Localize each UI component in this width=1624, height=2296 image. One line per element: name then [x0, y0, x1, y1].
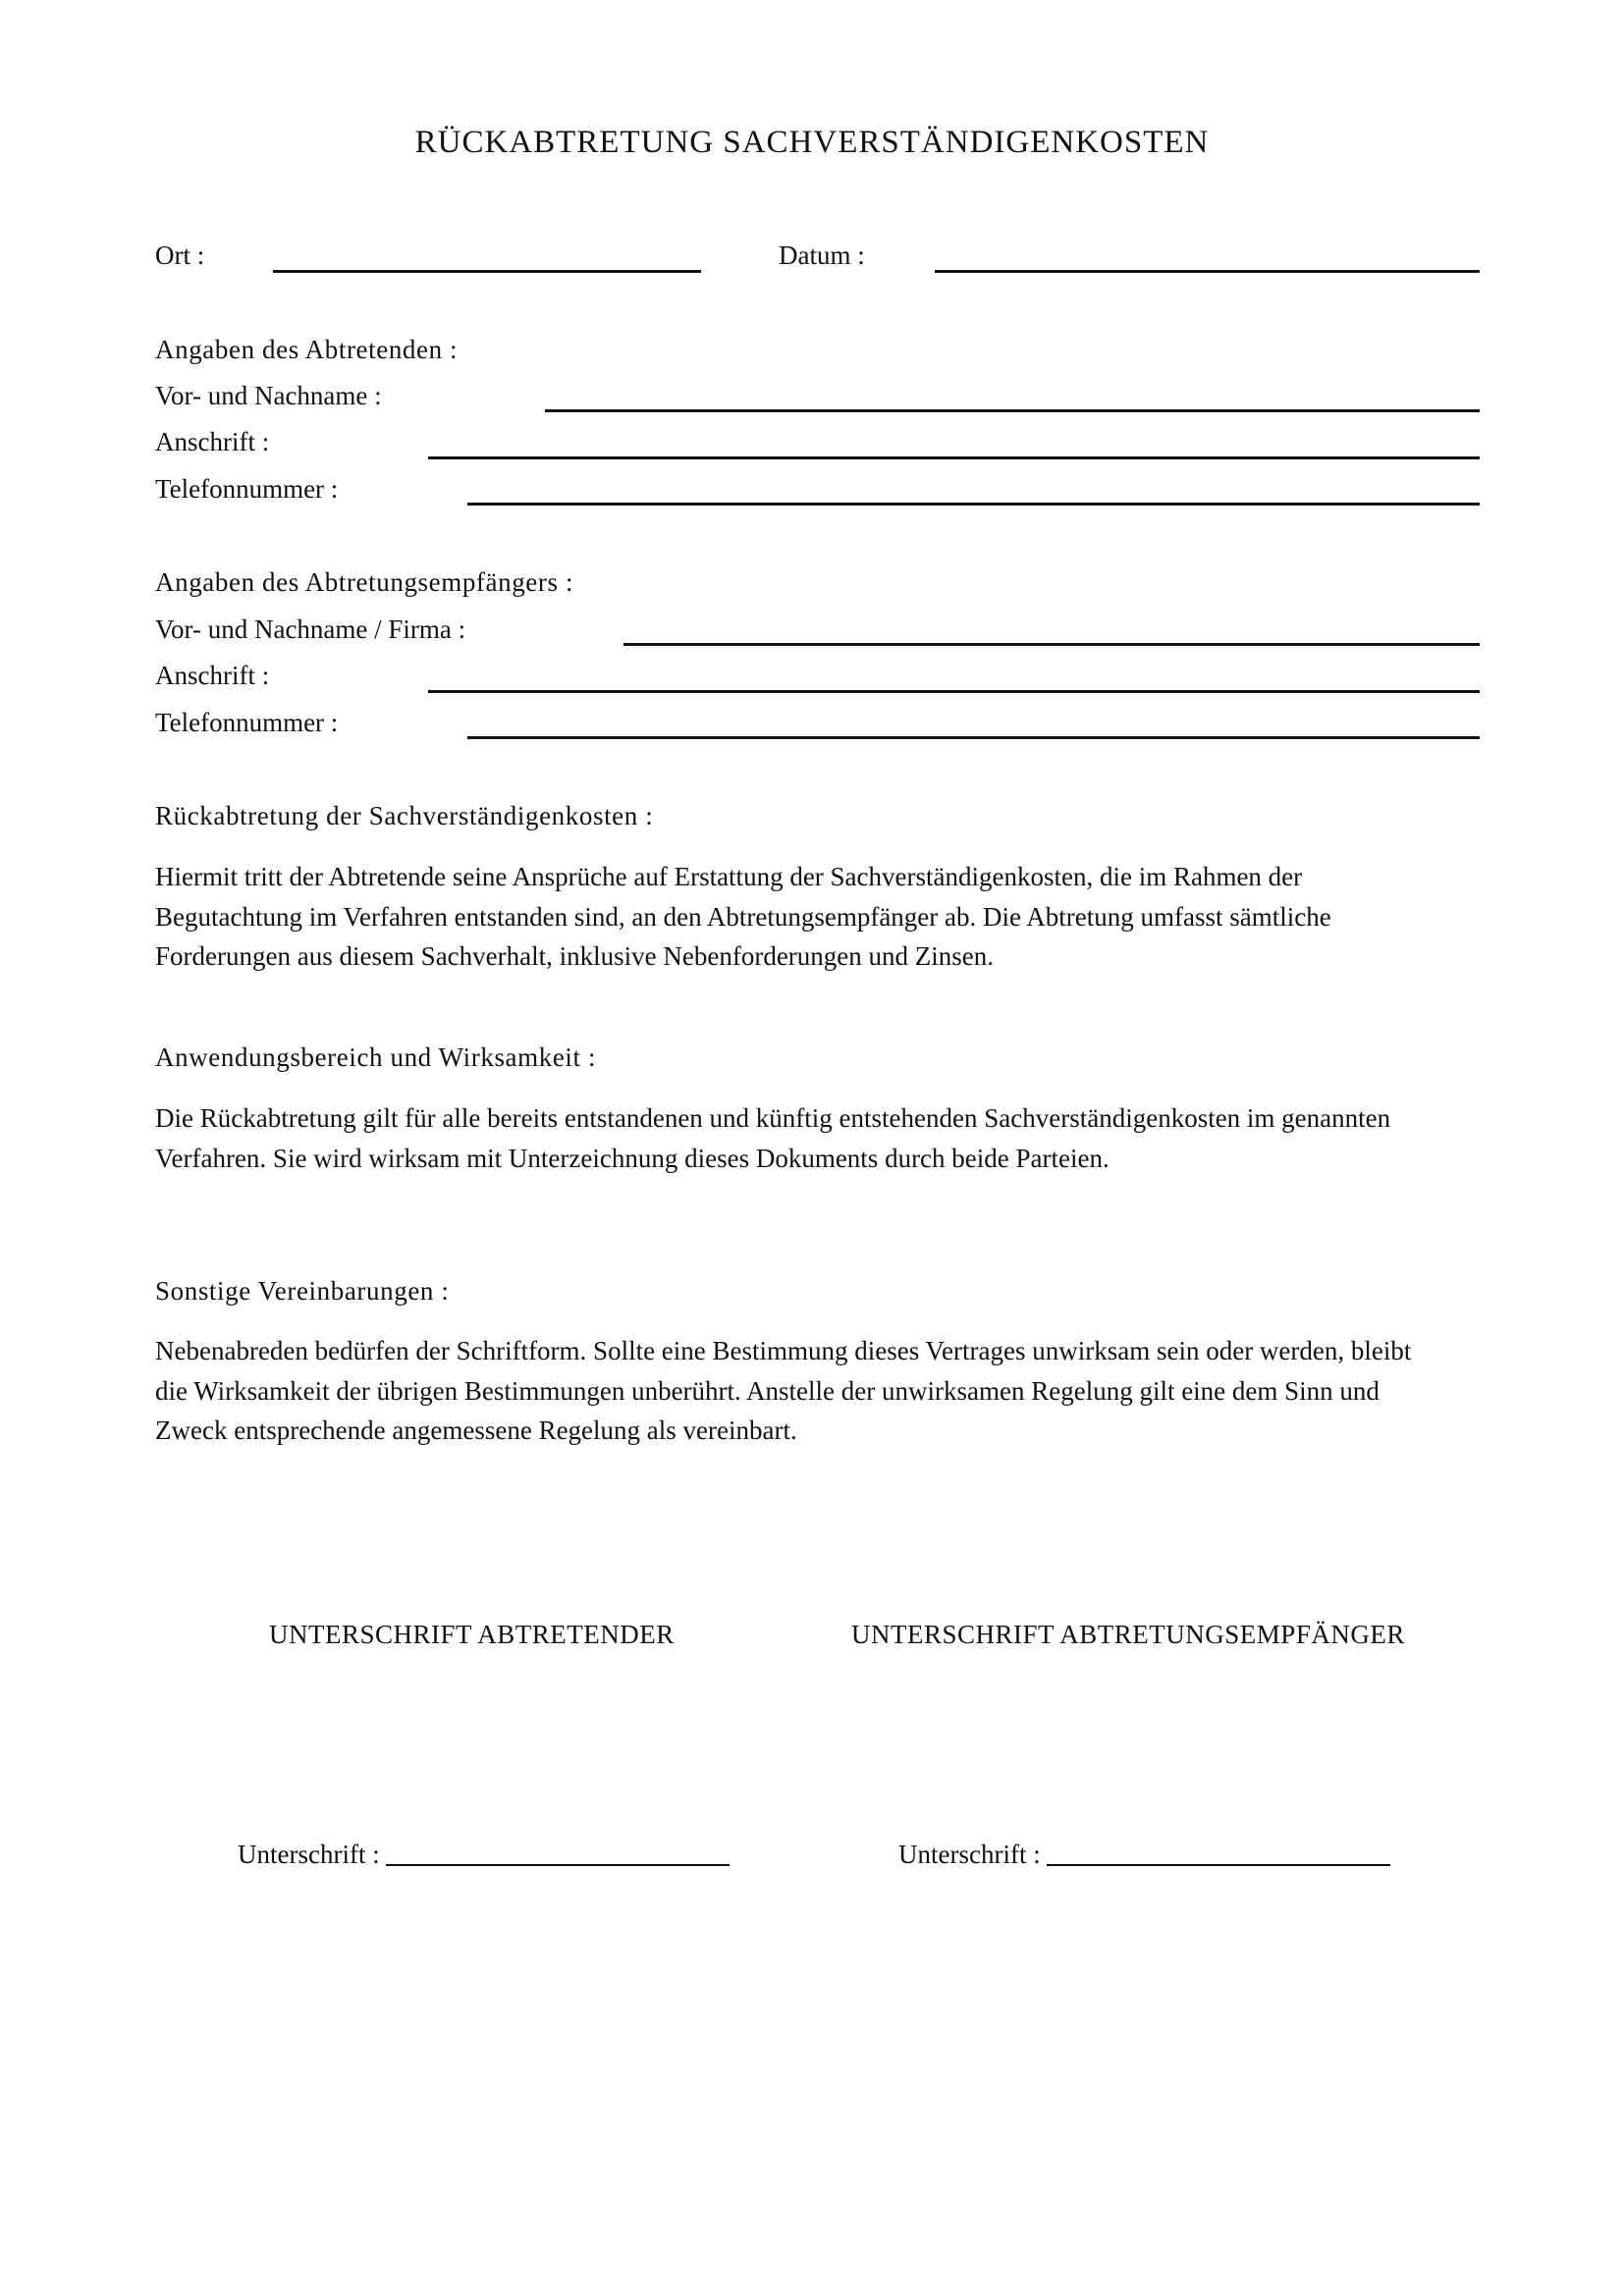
- signature-line-abtretender[interactable]: [386, 1864, 730, 1866]
- ort-field-line[interactable]: [273, 270, 701, 273]
- signature-field-abtretender[interactable]: [238, 1838, 730, 1871]
- document-title: RÜCKABTRETUNG SACHVERSTÄNDIGENKOSTEN: [414, 125, 1210, 160]
- empfaenger-phone-line[interactable]: [467, 736, 1480, 739]
- section-rueckabtretung-heading: Rückabtretung der Sachverständigenkosten :: [155, 801, 654, 830]
- empfaenger-address-line[interactable]: [428, 690, 1480, 693]
- section-anwendungsbereich-text: Die Rückabtretung gilt für alle bereits entstandenen und künftig entstehenden Sachverständigenkosten im genannten Verfahren. Sie wird wirksam mit Unterzeichnung dieses Dokuments durch beide Parteien.: [155, 1103, 1391, 1173]
- abtretender-address-line[interactable]: [428, 456, 1480, 459]
- signature-title-abtretender: UNTERSCHRIFT ABTRETENDER: [269, 1620, 675, 1649]
- datum-field-line[interactable]: [935, 270, 1480, 273]
- empfaenger-address-label: Anschrift :: [155, 661, 270, 690]
- empfaenger-name-line[interactable]: [623, 643, 1480, 646]
- abtretender-heading: Angaben des Abtretenden :: [155, 335, 459, 364]
- empfaenger-name-label: Vor- und Nachname / Firma :: [155, 614, 466, 644]
- signature-title-empfaenger: UNTERSCHRIFT ABTRETUNGSEMPFÄNGER: [851, 1620, 1405, 1649]
- signature-label-empfaenger: Unterschrift :: [898, 1840, 1041, 1869]
- section-rueckabtretung-text: Hiermit tritt der Abtretende seine Ansprüche auf Erstattung der Sachverständigenkosten, die im Rahmen der Begutachtung im Verfahren entstanden sind, an den Abtretungsempfänger ab. Die Abtretung umfasst sämtliche Forderungen aus diesem Sachverhalt, inklusive Nebenforderungen und Zinsen.: [155, 862, 1331, 971]
- ort-label: Ort :: [155, 240, 205, 270]
- abtretender-address-label: Anschrift :: [155, 427, 270, 456]
- section-anwendungsbereich-heading: Anwendungsbereich und Wirksamkeit :: [155, 1042, 597, 1072]
- section-sonstige-heading: Sonstige Vereinbarungen :: [155, 1276, 450, 1306]
- datum-label: Datum :: [779, 240, 865, 270]
- abtretender-phone-label: Telefonnummer :: [155, 474, 339, 504]
- abtretender-phone-line[interactable]: [467, 503, 1480, 506]
- empfaenger-heading: Angaben des Abtretungsempfängers :: [155, 567, 574, 597]
- section-sonstige-text: Nebenabreden bedürfen der Schriftform. Sollte eine Bestimmung dieses Vertrages unwirksam sein oder werden, bleibt die Wirksamkeit der übrigen Bestimmungen unberührt. Anstelle der unwirksamen Regelung gilt eine dem Sinn und Zweck entsprechende angemessene Regelung als vereinbart.: [155, 1336, 1412, 1445]
- abtretender-name-line[interactable]: [545, 409, 1480, 412]
- signature-label-abtretender: Unterschrift :: [238, 1840, 380, 1869]
- empfaenger-phone-label: Telefonnummer :: [155, 708, 339, 737]
- signature-field-empfaenger[interactable]: [898, 1838, 1390, 1871]
- abtretender-name-label: Vor- und Nachname :: [155, 381, 382, 410]
- signature-line-empfaenger[interactable]: [1047, 1864, 1390, 1866]
